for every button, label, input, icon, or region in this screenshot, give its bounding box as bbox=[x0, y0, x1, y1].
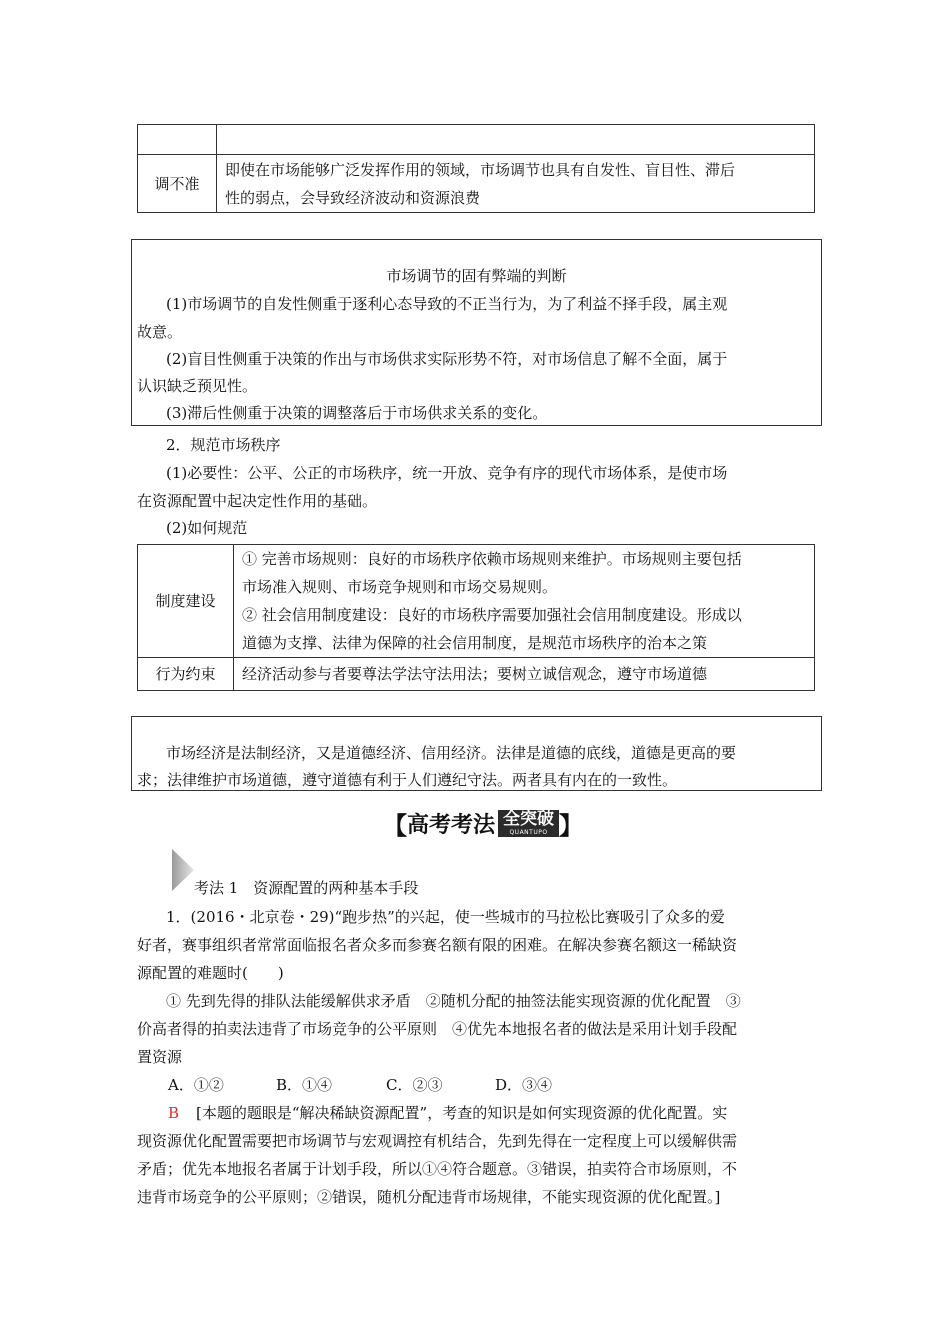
table-cell-content bbox=[217, 125, 815, 155]
question-option-line: 价高者得的拍卖法违背了市场竞争的公平原则 ④优先本地报名者的做法是采用计划手段配 bbox=[137, 1020, 738, 1038]
answer-line: 现资源优化配置需要把市场调节与宏观调控有机结合，先到先得在一定程度上可以缓解供需 bbox=[137, 1132, 738, 1150]
section-heading: 2．规范市场秩序 bbox=[166, 436, 281, 454]
tip-paragraph: 故意。 bbox=[137, 323, 183, 341]
play-triangle-icon bbox=[172, 849, 194, 891]
tip-paragraph: 求；法律维护市场道德，遵守道德有利于人们遵纪守法。两者具有内在的一致性。 bbox=[137, 771, 678, 789]
paragraph: (1)必要性：公平、公正的市场秩序，统一开放、竞争有序的现代市场体系，是使市场 bbox=[166, 464, 728, 482]
question-option-line: ① 先到先得的排队法能缓解供求矛盾 ②随机分配的抽签法能实现资源的优化配置 ③ bbox=[166, 992, 741, 1010]
question-line: 好者，赛事组织者常常面临报名者众多而参赛名额有限的困难。在解决参赛名额这一稀缺资 bbox=[137, 936, 738, 954]
answer-line: 违背市场竞争的公平原则；②错误，随机分配违背市场规律，不能实现资源的优化配置。] bbox=[137, 1188, 721, 1206]
tip-paragraph: 认识缺乏预见性。 bbox=[137, 377, 258, 395]
table-row bbox=[138, 125, 815, 155]
table-row bbox=[138, 658, 815, 691]
choice-b: B．①④ bbox=[276, 1076, 333, 1094]
table-cell-content: 经济活动参与者要尊法学法守法用法；要树立诚信观念，遵守市场道德 bbox=[234, 658, 815, 691]
table-row bbox=[138, 545, 815, 658]
banner-left-bracket: 【 bbox=[383, 811, 407, 840]
question-line: 1．(2016・北京卷・29)“跑步热”的兴起，使一些城市的马拉松比赛吸引了众多的爱 bbox=[166, 908, 725, 926]
choice-d: D．③④ bbox=[495, 1076, 553, 1094]
content-line: 道德为支撑、法律为保障的社会信用制度，是规范市场秩序的治本之策 bbox=[242, 634, 708, 652]
tip-paragraph: 市场经济是法制经济，又是道德经济、信用经济。法律是道德的底线，道德是更高的要 bbox=[166, 744, 737, 762]
method-title: 考法 1 资源配置的两种基本手段 bbox=[194, 879, 419, 897]
banner-badge-subtext: QUANTUPO bbox=[509, 829, 548, 836]
table-cell-label: 制度建设 bbox=[138, 545, 234, 658]
tip-box-title: 市场调节的固有弊端的判断 bbox=[386, 267, 567, 285]
banner-badge-text: 全突破 bbox=[503, 809, 555, 829]
answer-line: 矛盾；优先本地报名者属于计划手段，所以①④符合题意。③错误，拍卖符合市场原则，不 bbox=[137, 1160, 738, 1178]
content-line: ① 完善市场规则：良好的市场秩序依赖市场规则来维护。市场规则主要包括 bbox=[242, 550, 742, 568]
content-line: 性的弱点，会导致经济波动和资源浪费 bbox=[225, 188, 481, 207]
answer-letter: B bbox=[168, 1104, 180, 1122]
tip-paragraph: (1)市场调节的自发性侧重于逐利心态导致的不正当行为，为了利益不择手段，属主观 bbox=[166, 295, 728, 313]
table-cell-label bbox=[138, 125, 217, 155]
banner-right-bracket: 】 bbox=[559, 811, 584, 840]
table-market-defects bbox=[137, 124, 815, 213]
banner-title: 高考考法 bbox=[407, 812, 496, 838]
choice-c: C．②③ bbox=[386, 1076, 443, 1094]
tip-paragraph: (2)盲目性侧重于决策的作出与市场供求实际形势不符，对市场信息了解不全面，属于 bbox=[166, 350, 728, 368]
content-line: 即使在市场能够广泛发挥作用的领域，市场调节也具有自发性、盲目性、滞后 bbox=[225, 160, 736, 179]
paragraph: 在资源配置中起决定性作用的基础。 bbox=[137, 492, 378, 510]
question-option-line: 置资源 bbox=[137, 1048, 183, 1066]
content-line: ② 社会信用制度建设：良好的市场秩序需要加强社会信用制度建设。形成以 bbox=[242, 606, 742, 624]
section-banner bbox=[383, 808, 583, 838]
table-cell-label: 调不准 bbox=[138, 155, 217, 213]
answer-line: [本题的题眼是“解决稀缺资源配置”，考查的知识是如何实现资源的优化配置。实 bbox=[196, 1104, 728, 1122]
table-market-order bbox=[137, 544, 815, 691]
content-line: 市场准入规则、市场竞争规则和市场交易规则。 bbox=[242, 578, 558, 596]
tip-paragraph: (3)滞后性侧重于决策的调整落后于市场供求关系的变化。 bbox=[166, 404, 548, 422]
table-cell-content bbox=[234, 545, 815, 658]
table-cell-label: 行为约束 bbox=[138, 658, 234, 691]
question-line: 源配置的难题时( ) bbox=[137, 964, 284, 982]
paragraph: (2)如何规范 bbox=[166, 519, 248, 537]
table-row bbox=[138, 155, 815, 213]
table-cell-content bbox=[217, 155, 815, 213]
choice-a: A．①② bbox=[168, 1076, 224, 1094]
banner-badge bbox=[498, 810, 559, 837]
